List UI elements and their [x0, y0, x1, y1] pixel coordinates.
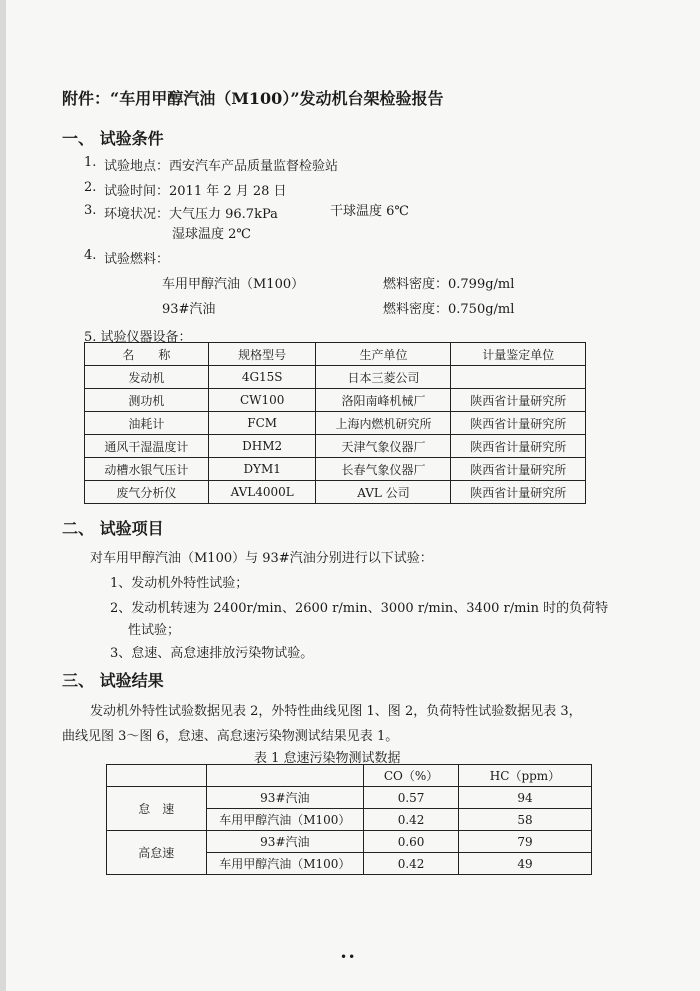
results-paragraph-line2: 曲线见图 3～图 6，怠速、高怠速污染物测试结果见表 1。: [62, 729, 399, 744]
fuel-density-m100: 燃料密度：0.799g/ml: [383, 277, 515, 292]
table-header-hc: HC（ppm）: [459, 765, 592, 787]
items-intro: 对车用甲醇汽油（M100）与 93#汽油分别进行以下试验：: [90, 551, 433, 566]
document-title: 附件：“车用甲醇汽油（M100）”发动机台架检验报告: [62, 89, 444, 108]
table-row: [85, 435, 586, 458]
table-cell: 洛阳南峰机械厂: [316, 389, 451, 412]
table-row: [85, 412, 586, 435]
condition-num-3: 3.: [84, 203, 97, 218]
table-cell: AVL 公司: [316, 481, 451, 504]
condition-text-3: 环境状况：大气压力 96.7kPa: [104, 207, 278, 222]
table-cell: 陕西省计量研究所: [451, 458, 586, 481]
table-caption: 表 1 怠速污染物测试数据: [254, 751, 401, 766]
table-cell-fuel: 车用甲醇汽油（M100）: [206, 809, 364, 831]
table-header: 生产单位: [316, 343, 451, 366]
table-cell-hc: 58: [459, 809, 592, 831]
condition-text-1: 试验地点：西安汽车产品质量监督检验站: [104, 159, 339, 174]
table-row: [85, 389, 586, 412]
table-cell: 测功机: [85, 389, 209, 412]
table-cell: 长春气象仪器厂: [316, 458, 451, 481]
table-cell: 4G15S: [208, 366, 316, 389]
idle-emission-table: [106, 764, 592, 875]
table-cell: 陕西省计量研究所: [451, 389, 586, 412]
table-header-co: CO（%）: [364, 765, 459, 787]
test-item-2-cont: 性试验；: [128, 623, 181, 638]
test-item-2: 2、发动机转速为 2400r/min、2600 r/min、3000 r/min、3400 r/min 时的负荷特: [110, 601, 609, 616]
fuel-name-m100: 车用甲醇汽油（M100）: [162, 277, 305, 292]
condition-text-2: 试验时间：2011 年 2 月 28 日: [104, 184, 287, 199]
condition-text-4: 试验燃料：: [104, 252, 170, 267]
table-row: [85, 366, 586, 389]
table-cell-hc: 94: [459, 787, 592, 809]
footer-mark: ••: [340, 950, 357, 964]
fuel-density-93: 燃料密度：0.750g/ml: [383, 302, 515, 317]
results-paragraph-line1: 发动机外特性试验数据见表 2，外特性曲线见图 1、图 2，负荷特性试验数据见表 3，: [90, 704, 582, 719]
table-cell: CW100: [208, 389, 316, 412]
wet-bulb-temp: 湿球温度 2℃: [172, 227, 251, 242]
table-cell-co: 0.57: [364, 787, 459, 809]
table-cell: 陕西省计量研究所: [451, 435, 586, 458]
fuel-name-93: 93#汽油: [162, 302, 216, 317]
table-cell: 日本三菱公司: [316, 366, 451, 389]
table-header: 名 称: [85, 343, 209, 366]
table-cell: [451, 366, 586, 389]
table-cell: 废气分析仪: [85, 481, 209, 504]
test-item-1: 1、发动机外特性试验；: [110, 576, 249, 591]
table-row: [85, 481, 586, 504]
table-cell: 发动机: [85, 366, 209, 389]
table-cell-co: 0.42: [364, 809, 459, 831]
table-header: 规格型号: [208, 343, 316, 366]
section-heading-results: 三、 试验结果: [62, 671, 164, 690]
section-heading-conditions: 一、 试验条件: [62, 129, 164, 148]
table-header-empty: [107, 765, 207, 787]
table-cell: 陕西省计量研究所: [451, 412, 586, 435]
table-cell: AVL4000L: [208, 481, 316, 504]
condition-num-1: 1.: [84, 155, 97, 170]
equipment-label: 5. 试验仪器设备：: [84, 330, 192, 345]
table-row: [107, 787, 592, 809]
equipment-table: [84, 342, 586, 504]
dry-bulb-temp: 干球温度 6℃: [330, 204, 409, 219]
table-row: [107, 831, 592, 853]
table-header-empty: [206, 765, 364, 787]
table-header-row: [85, 343, 586, 366]
table-row: [85, 458, 586, 481]
table-cell: 通风干湿温度计: [85, 435, 209, 458]
page-edge: [0, 0, 6, 991]
table-cell: DYM1: [208, 458, 316, 481]
table-cell: 陕西省计量研究所: [451, 481, 586, 504]
condition-num-2: 2.: [84, 180, 97, 195]
table-cell: 上海内燃机研究所: [316, 412, 451, 435]
table-cell-co: 0.42: [364, 853, 459, 875]
table-cell: FCM: [208, 412, 316, 435]
table-cell-fuel: 车用甲醇汽油（M100）: [206, 853, 364, 875]
section-heading-items: 二、 试验项目: [62, 519, 164, 538]
table-cell-fuel: 93#汽油: [206, 831, 364, 853]
test-item-3: 3、怠速、高怠速排放污染物试验。: [110, 646, 314, 661]
table-cell-hc: 79: [459, 831, 592, 853]
condition-num-4: 4.: [84, 248, 97, 263]
table-cell: DHM2: [208, 435, 316, 458]
table-header-row: [107, 765, 592, 787]
group-label-idle: 怠 速: [107, 787, 207, 831]
table-header: 计量鉴定单位: [451, 343, 586, 366]
table-cell-hc: 49: [459, 853, 592, 875]
table-cell: 油耗计: [85, 412, 209, 435]
table-cell: 动槽水银气压计: [85, 458, 209, 481]
table-cell: 天津气象仪器厂: [316, 435, 451, 458]
table-cell-co: 0.60: [364, 831, 459, 853]
table-cell-fuel: 93#汽油: [206, 787, 364, 809]
group-label-high-idle: 高怠速: [107, 831, 207, 875]
